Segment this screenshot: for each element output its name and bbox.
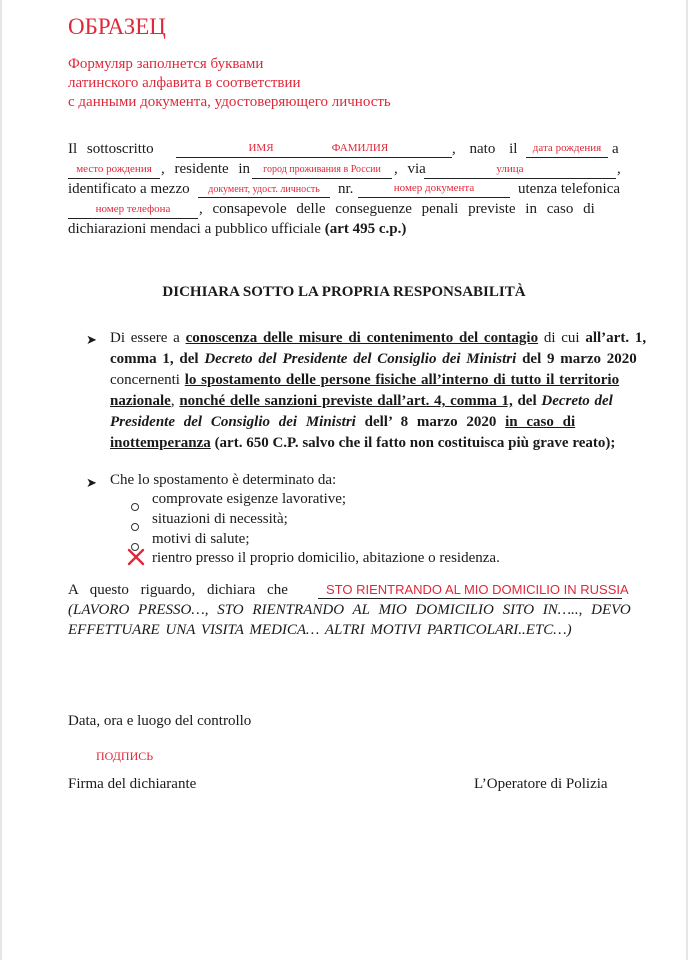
label-residente: , residente in — [161, 161, 251, 177]
label-identificato: identificato a mezzo — [68, 181, 190, 197]
birth-date-line[interactable] — [526, 157, 608, 158]
note-line-2: латинского алфавита в соответствии — [68, 75, 301, 91]
label-a: a — [612, 141, 619, 157]
sample-heading: ОБРАЗЕЦ — [68, 14, 166, 39]
option-circle-icon[interactable] — [131, 518, 139, 536]
checked-cross-icon[interactable] — [127, 548, 145, 571]
b1-l3-a: concernenti — [110, 372, 185, 388]
bullet1-line1 — [110, 330, 646, 347]
label-consapevole: , consapevole delle conseguenze penali previste in caso di — [199, 201, 595, 217]
b1-l2-a: comma 1, del — [110, 351, 205, 367]
label-utenza: utenza telefonica — [518, 181, 621, 197]
b1-text-c: di cui — [538, 330, 586, 346]
reason-prefix: A questo riguardo, dichiara che — [68, 582, 288, 598]
bullet1-line2 — [110, 351, 637, 368]
b1-l4-c: nonché delle sanzioni previste dall’art. 4, comma 1, — [179, 393, 513, 409]
name-line[interactable] — [176, 157, 452, 158]
bullet1-line4 — [110, 393, 613, 410]
b1-l5-a: Presidente del Consiglio dei Ministri — [110, 414, 356, 430]
b1-l3-b: lo spostamento delle persone fisiche all’interno di tutto il territorio — [184, 372, 620, 388]
city-field: город проживания в России — [263, 164, 381, 175]
option-health: motivi di salute; — [152, 531, 250, 547]
b1-l4-b: , — [170, 393, 180, 409]
page-left-edge — [0, 0, 2, 960]
arrow-bullet-icon-2: ➤ — [86, 475, 97, 490]
b1-l5-b: dell’ 8 marzo 2020 — [355, 414, 506, 430]
phone-field: номер телефона — [95, 203, 171, 215]
note-line-1: Формуляр заполнется буквами — [68, 56, 264, 72]
label-via: , via — [394, 161, 426, 177]
b1-l6-a: inottemperanza — [110, 435, 211, 451]
option-circle-icon[interactable] — [131, 498, 139, 516]
city-line[interactable] — [252, 178, 392, 179]
birth-place-field: место рождения — [76, 163, 152, 175]
doc-number-field: номер документа — [393, 182, 475, 194]
surname-field: ФАМИЛИЯ — [331, 142, 389, 154]
b1-l2-b: Decreto del Presidente del Consiglio dei Ministri — [204, 351, 517, 367]
b1-text-b: conoscenza delle misure di contenimento del contagio — [185, 330, 539, 346]
bullet1-line5 — [110, 414, 575, 431]
doc-type-field: документ, удост. личность — [208, 184, 320, 195]
b1-l4-a: nazionale — [110, 393, 171, 409]
label-sottoscritto: Il sottoscritto — [68, 141, 154, 157]
doc-number-line[interactable] — [358, 197, 510, 198]
officer-label: L’Operatore di Polizia — [474, 776, 608, 792]
b1-l5-c: in caso di — [505, 414, 576, 430]
b1-l2-c: del 9 marzo 2020 — [516, 351, 637, 367]
article-495: (art 495 c.p.) — [324, 221, 407, 237]
b1-text-a: Di essere a — [110, 330, 186, 346]
b1-l4-e: Decreto del — [541, 393, 613, 409]
arrow-bullet-icon: ➤ — [86, 332, 97, 347]
doc-type-line[interactable] — [198, 197, 330, 198]
b1-text-d: all’art. 1, — [585, 330, 647, 346]
note-line-3: с данными документа, удостоверяющего личность — [68, 94, 391, 110]
b1-l6-b: (art. 650 C.P. salvo che il fatto non costituisca più grave reato); — [210, 435, 616, 451]
declares-heading: DICHIARA SOTTO LA PROPRIA RESPONSABILITÀ — [162, 284, 526, 300]
phone-line[interactable] — [68, 218, 198, 219]
signer-label: Firma del dichiarante — [68, 776, 197, 792]
street-field: улица — [496, 163, 524, 175]
label-nato: , nato il — [452, 141, 518, 157]
label-nr: nr. — [338, 181, 354, 197]
label-dichiarazioni: dichiarazioni mendaci a pubblico ufficiale — [68, 221, 321, 237]
birth-date-field: дата рождения — [532, 142, 602, 154]
option-necessity: situazioni di necessità; — [152, 511, 288, 527]
bullet2-title: Che lo spostamento è determinato da: — [110, 472, 337, 488]
place-date-label: Data, ora e luogo del controllo — [68, 713, 252, 729]
option-home: rientro presso il proprio domicilio, abitazione o residenza. — [152, 550, 500, 566]
signature-hint: ПОДПИСЬ — [96, 749, 154, 763]
b1-l4-d: del — [512, 393, 542, 409]
bullet1-line6 — [110, 435, 615, 452]
street-line[interactable] — [424, 178, 616, 179]
dichiarazioni-line — [68, 221, 406, 238]
label-comma: , — [617, 161, 621, 177]
reason-line[interactable] — [318, 598, 622, 599]
birth-place-line[interactable] — [68, 178, 160, 179]
bullet1-line3 — [110, 372, 619, 389]
reason-hint-2: EFFETTUARE UNA VISITA MEDICA… ALTRI MOTIVI PARTICOLARI..ETC…) — [68, 622, 572, 638]
name-field: ИМЯ — [248, 142, 274, 154]
reason-field: STO RIENTRANDO AL MIO DOMICILIO IN RUSSIA — [326, 582, 629, 597]
reason-hint-1: (LAVORO PRESSO…, STO RIENTRANDO AL MIO DOMICILIO SITO IN….., DEVO — [68, 602, 631, 618]
option-work: comprovate esigenze lavorative; — [152, 491, 347, 507]
